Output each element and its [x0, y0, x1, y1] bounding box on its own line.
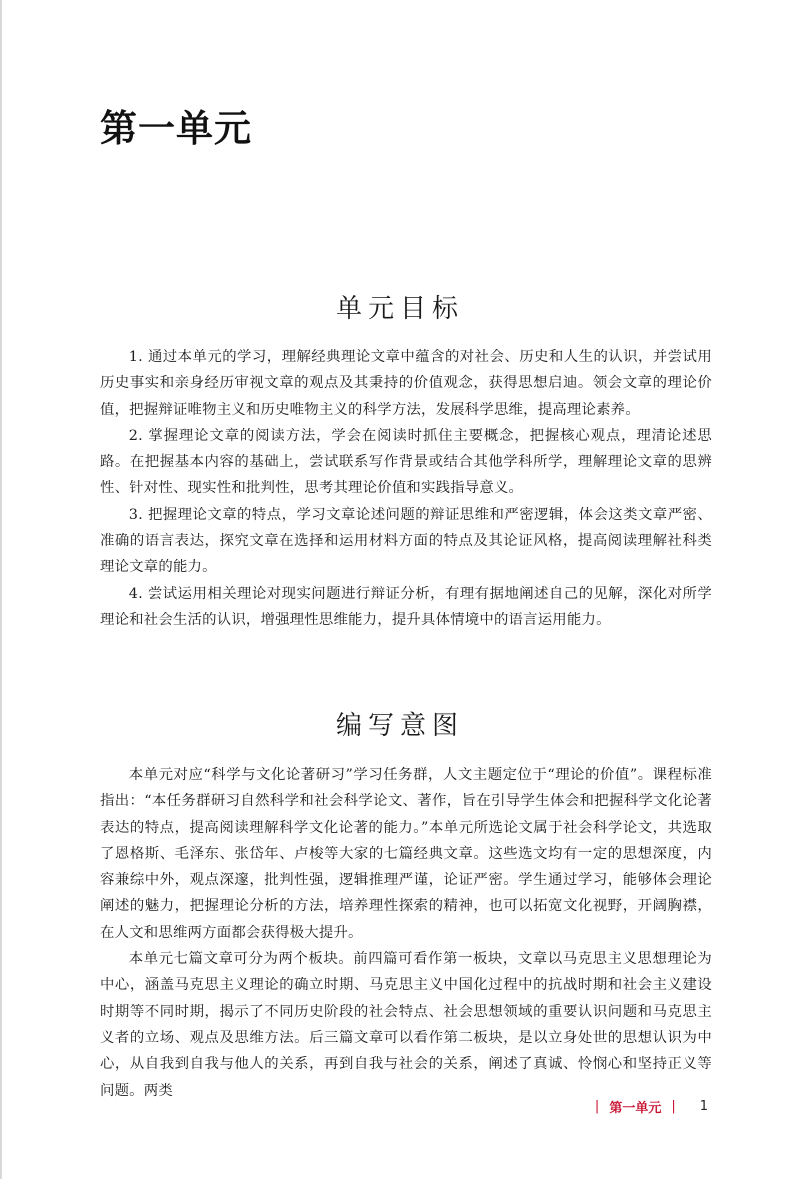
goal-paragraph: 2. 掌握理论文章的阅读方法，学会在阅读时抓住主要概念，把握核心观点，理清论述思路。在把握基本内容的基础上，尝试联系写作背景或结合其他学科所学，理解理论文章的思辨性、针对性、现实性和批判性，思考其理论价值和实践指导意义。 — [100, 427, 712, 497]
unit-goals-body — [100, 344, 712, 633]
page-number: 1 — [699, 1099, 708, 1114]
page-footer — [595, 1097, 708, 1116]
goal-paragraph: 3. 把握理论文章的特点，学习文章论述问题的辩证思维和严密逻辑，体会这类文章严密、准确的语言表达，探究文章在选择和运用材料方面的特点及其论证风格，提高阅读理解社科类理论文章的能力。 — [100, 506, 712, 576]
footer-unit-label: 第一单元 — [609, 1101, 662, 1116]
goal-paragraph: 4. 尝试运用相关理论对现实问题进行辩证分析，有理有据地阐述自己的见解，深化对所学理论和社会生活的认识，增强理性思维能力，提升具体情境中的语言运用能力。 — [100, 585, 712, 628]
writing-intent-heading: 编写意图 — [335, 711, 464, 741]
footer-separator: | — [671, 1099, 676, 1114]
unit-goals-heading: 单元目标 — [335, 294, 464, 324]
footer-separator: | — [594, 1099, 600, 1114]
unit-title: 第一单元 — [100, 107, 252, 150]
intent-paragraph: 本单元对应“科学与文化论著研习”学习任务群，人文主题定位于“理论的价值”。课程标准指出：“本任务群研习自然科学和社会科学论文、著作，旨在引导学生体会和把握科学文化论著表达的特点，提高阅读理解科学文化论著的能力。”本单元所选论文属于社会科学论文，共选取了恩格斯、毛泽东、张岱年、卢梭等大家的七篇经典文章。这些选文均有一定的思想深度，内容兼综中外，观点深邃，批判性强，逻辑推理严谨，论证严密。学生通过学习，能够体会理论阐述的魅力，把握理论分析的方法，培养理性探索的精神，也可以拓宽文化视野，开阔胸襟，在人文和思维两方面都会获得极大提升。 — [100, 767, 712, 941]
intent-paragraph: 本单元七篇文章可分为两个板块。前四篇可看作第一板块，文章以马克思主义思想理论为中心，涵盖马克思主义理论的确立时期、马克思主义中国化过程中的抗战时期和社会主义建设时期等不同时期，揭示了不同历史阶段的社会特点、社会思想领域的重要认识问题和马克思主义者的立场、观点及思维方法。后三篇文章可以看作第二板块，是以立身处世的思想认识为中心，从自我到自我与他人的关系，再到自我与社会的关系，阐述了真诚、怜悯心和坚持正义等问题。两类 — [100, 951, 712, 1099]
goal-paragraph: 1. 通过本单元的学习，理解经典理论文章中蕴含的对社会、历史和人生的认识，并尝试用历史事实和亲身经历审视文章的观点及其秉持的价值观念，获得思想启迪。领会文章的理论价值，把握辩证唯物主义和历史唯物主义的科学方法，发展科学思维，提高理论素养。 — [100, 349, 712, 418]
writing-intent-body — [100, 762, 712, 1104]
